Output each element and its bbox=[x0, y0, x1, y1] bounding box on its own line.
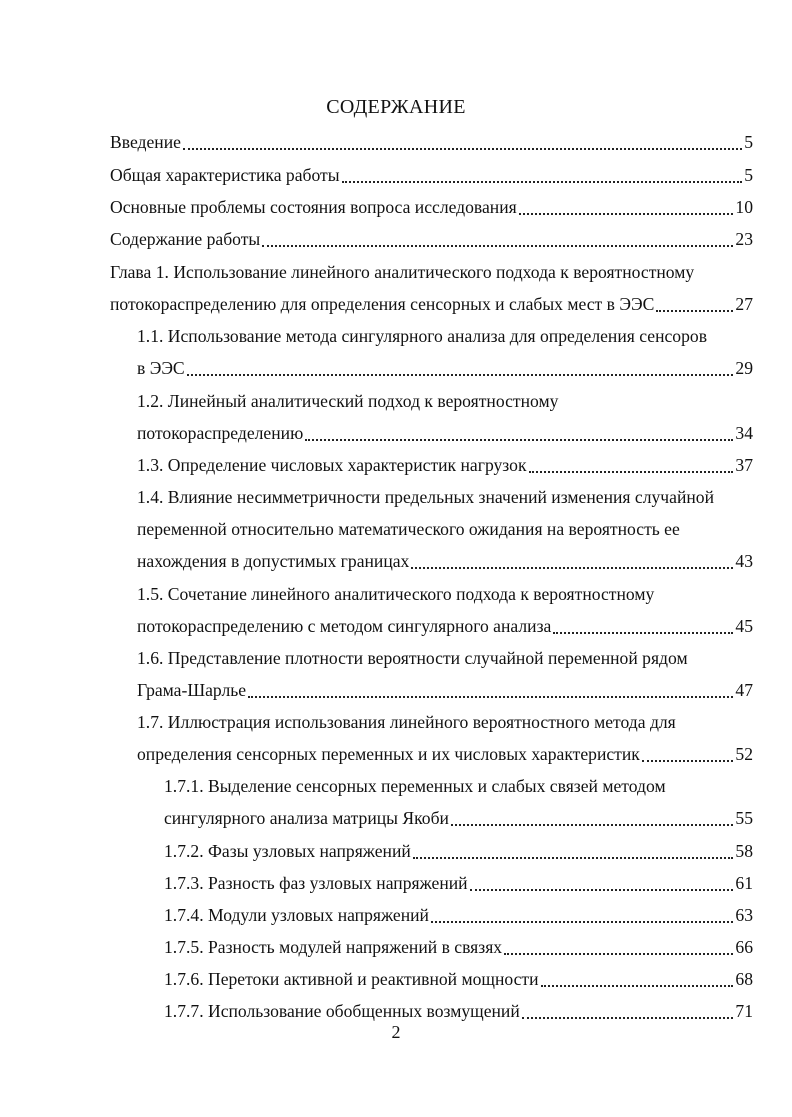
dot-leader bbox=[411, 567, 733, 569]
toc-entry-page: 37 bbox=[735, 455, 753, 475]
toc-entry-title: потокораспределению bbox=[137, 423, 304, 443]
toc-entry-title: 1.7.4. Модули узловых напряжений bbox=[164, 905, 429, 925]
toc-entry[interactable] bbox=[137, 738, 753, 770]
toc-entry-title: потокораспределению с методом сингулярного анализа bbox=[137, 616, 552, 636]
toc-entry[interactable] bbox=[137, 417, 753, 449]
toc-entry-title: определения сенсорных переменных и их числовых характеристик bbox=[137, 744, 640, 764]
toc-entry[interactable] bbox=[137, 610, 753, 642]
dot-leader bbox=[656, 310, 733, 312]
toc-entry-page: 5 bbox=[744, 165, 753, 185]
toc-entry-page: 29 bbox=[735, 358, 753, 378]
toc-entry-title: Содержание работы bbox=[110, 229, 261, 249]
toc-entry-page: 23 bbox=[735, 229, 753, 249]
toc-entry-line1[interactable]: 1.1. Использование метода сингулярного анализа для определения сенсоров bbox=[137, 326, 708, 346]
toc-entry-page: 63 bbox=[735, 905, 753, 925]
toc-entry[interactable] bbox=[137, 352, 753, 384]
toc-entry-line1[interactable]: 1.7. Иллюстрация использования линейного вероятностного метода для bbox=[137, 712, 676, 732]
toc-entry-title: сингулярного анализа матрицы Якоби bbox=[164, 808, 449, 828]
toc-entry-page: 68 bbox=[735, 969, 753, 989]
toc-entry-title: Введение bbox=[110, 132, 181, 152]
toc-entry-page: 71 bbox=[735, 1001, 753, 1021]
dot-leader bbox=[522, 1017, 734, 1019]
toc-entry-title: потокораспределению для определения сенсорных и слабых мест в ЭЭС bbox=[110, 294, 655, 314]
dot-leader bbox=[413, 857, 734, 859]
toc-entry-title: Основные проблемы состояния вопроса исследования bbox=[110, 197, 517, 217]
toc-entry-line1[interactable]: 1.6. Представление плотности вероятности случайной переменной рядом bbox=[137, 648, 688, 668]
page-number: 2 bbox=[391, 1022, 401, 1042]
toc-entry-title: нахождения в допустимых границах bbox=[137, 551, 410, 571]
toc-entry-page: 34 bbox=[735, 423, 753, 443]
dot-leader bbox=[183, 148, 742, 150]
toc-entry-line1[interactable]: 1.5. Сочетание линейного аналитического подхода к вероятностному bbox=[137, 584, 655, 604]
toc-entry[interactable] bbox=[164, 835, 753, 867]
dot-leader bbox=[519, 213, 734, 215]
dot-leader bbox=[470, 889, 734, 891]
toc-entry-page: 52 bbox=[735, 744, 753, 764]
toc-entry-page: 47 bbox=[735, 680, 753, 700]
toc-entry[interactable] bbox=[164, 867, 753, 899]
toc-entry[interactable] bbox=[110, 159, 753, 191]
dot-leader bbox=[541, 985, 734, 987]
toc-entry[interactable] bbox=[110, 126, 753, 158]
toc-entry[interactable] bbox=[137, 545, 753, 577]
toc-entry[interactable] bbox=[110, 288, 753, 320]
toc-entry-page: 5 bbox=[744, 132, 753, 152]
toc-entry[interactable] bbox=[137, 449, 753, 481]
toc-entry-page: 66 bbox=[735, 937, 753, 957]
toc-title: СОДЕРЖАНИЕ bbox=[326, 96, 466, 118]
dot-leader bbox=[431, 921, 733, 923]
toc-entry-title: 1.7.7. Использование обобщенных возмущений bbox=[164, 1001, 520, 1021]
toc-entry-line2[interactable]: переменной относительно математического ожидания на вероятность ее bbox=[137, 519, 680, 539]
dot-leader bbox=[642, 760, 734, 762]
toc-entry-title: 1.7.6. Перетоки активной и реактивной мощности bbox=[164, 969, 539, 989]
dot-leader bbox=[553, 632, 733, 634]
toc-entry-line1[interactable]: 1.2. Линейный аналитический подход к вероятностному bbox=[137, 391, 559, 411]
toc-entry[interactable] bbox=[110, 191, 753, 223]
toc-entry-title: Грама-Шарлье bbox=[137, 680, 247, 700]
dot-leader bbox=[529, 471, 734, 473]
toc-entry-page: 10 bbox=[735, 197, 753, 217]
toc-entry-page: 43 bbox=[735, 551, 753, 571]
dot-leader bbox=[451, 824, 733, 826]
toc-entry-title: Общая характеристика работы bbox=[110, 165, 340, 185]
toc-entry[interactable] bbox=[164, 899, 753, 931]
toc-entry[interactable] bbox=[137, 674, 753, 706]
toc-entry[interactable] bbox=[164, 931, 753, 963]
toc-entry-title: 1.7.3. Разность фаз узловых напряжений bbox=[164, 873, 468, 893]
toc-entry[interactable] bbox=[164, 963, 753, 995]
toc-entry-title: в ЭЭС bbox=[137, 358, 185, 378]
toc-entry-line1[interactable]: Глава 1. Использование линейного аналитического подхода к вероятностному bbox=[110, 262, 695, 282]
toc-entry-line1[interactable]: 1.7.1. Выделение сенсорных переменных и слабых связей методом bbox=[164, 776, 666, 796]
dot-leader bbox=[187, 374, 734, 376]
dot-leader bbox=[504, 953, 733, 955]
toc-entry-line1[interactable]: 1.4. Влияние несимметричности предельных значений изменения случайной bbox=[137, 487, 714, 507]
dot-leader bbox=[262, 245, 733, 247]
toc-entry-title: 1.3. Определение числовых характеристик нагрузок bbox=[137, 455, 527, 475]
toc-entry-page: 55 bbox=[735, 808, 753, 828]
toc-entry-page: 45 bbox=[735, 616, 753, 636]
toc-entry[interactable] bbox=[110, 223, 753, 255]
toc-entry-page: 61 bbox=[735, 873, 753, 893]
dot-leader bbox=[305, 439, 733, 441]
dot-leader bbox=[248, 696, 733, 698]
toc-entry[interactable] bbox=[164, 802, 753, 834]
toc-entry-page: 27 bbox=[735, 294, 753, 314]
dot-leader bbox=[342, 181, 743, 183]
toc-entry-title: 1.7.2. Фазы узловых напряжений bbox=[164, 841, 411, 861]
toc-entry-title: 1.7.5. Разность модулей напряжений в связях bbox=[164, 937, 503, 957]
toc-entry-page: 58 bbox=[735, 841, 753, 861]
